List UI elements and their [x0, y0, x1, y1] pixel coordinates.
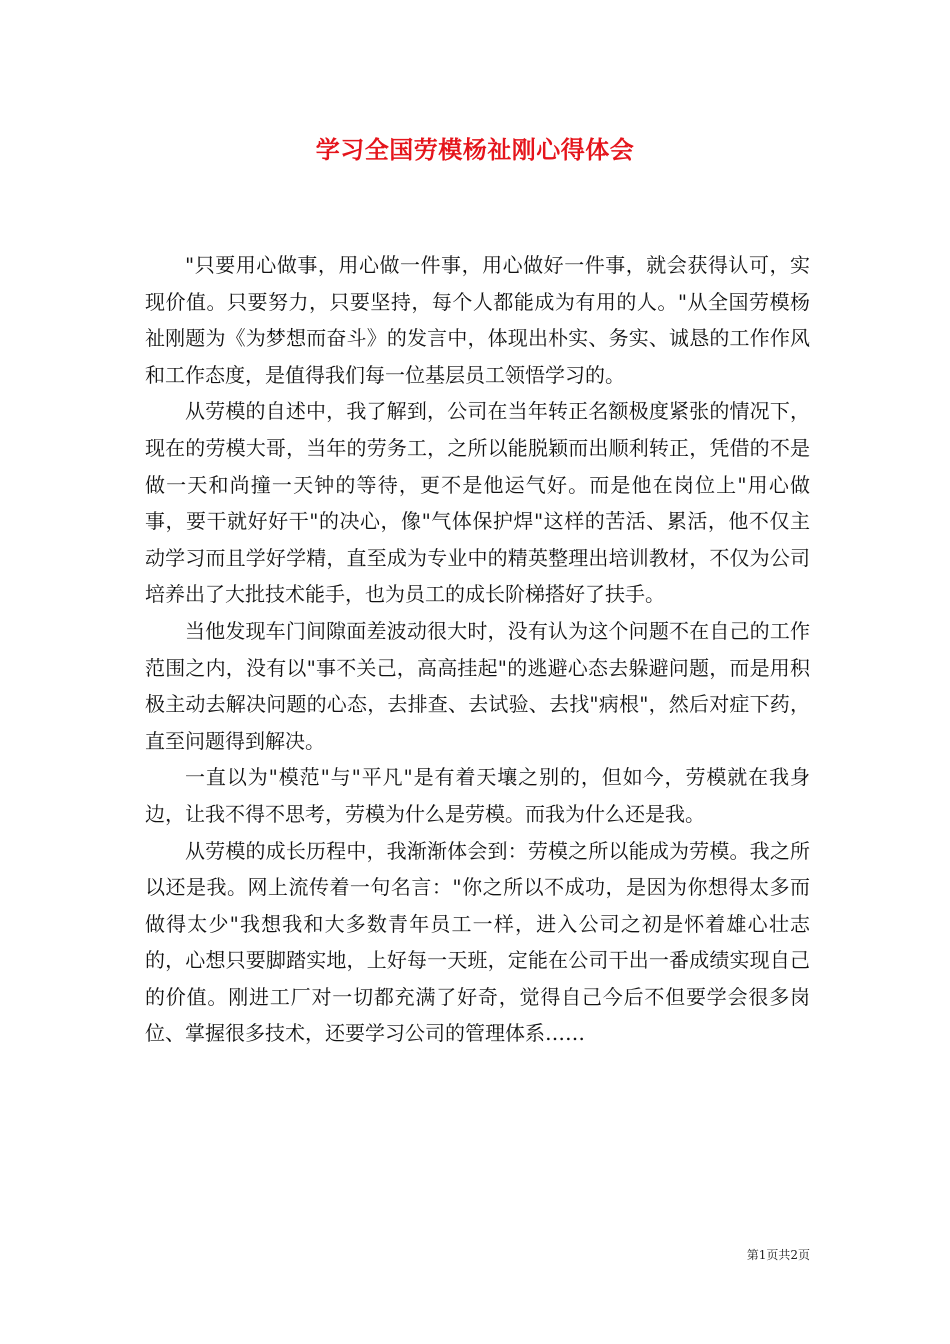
paragraph-2: 从劳模的自述中，我了解到，公司在当年转正名额极度紧张的情况下，现在的劳模大哥，当年的劳务工，之所以能脱颖而出顺利转正，凭借的不是做一天和尚撞一天钟的等待，更不是他运气好。而是他在岗位上"用心做事，要干就好好干"的决心，像"气体保护焊"这样的苦活、累活，他不仅主动学习而且学好学精，直至成为专业中的精英整理出培训教材，不仅为公司培养出了大批技术能手，也为员工的成长阶梯搭好了扶手。 — [145, 399, 810, 607]
document-body — [145, 247, 810, 1052]
paragraph-1: "只要用心做事，用心做一件事，用心做好一件事，就会获得认可，实现价值。只要努力，只要坚持，每个人都能成为有用的人。"从全国劳模杨祉刚题为《为梦想而奋斗》的发言中，体现出朴实、务实、诚恳的工作作风和工作态度，是值得我们每一位基层员工领悟学习的。 — [145, 253, 810, 387]
paragraph-4: 一直以为"模范"与"平凡"是有着天壤之别的，但如今，劳模就在我身边，让我不得不思考，劳模为什么是劳模。而我为什么还是我。 — [145, 765, 810, 826]
paragraph-5: 从劳模的成长历程中，我渐渐体会到：劳模之所以能成为劳模。我之所以还是我。网上流传着一句名言："你之所以不成功，是因为你想得太多而做得太少"我想我和大多数青年员工一样，进入公司之初是怀着雄心壮志的，心想只要脚踏实地，上好每一天班，定能在公司干出一番成绩实现自己的价值。刚进工厂对一切都充满了好奇，觉得自己今后不但要学会很多岗位、掌握很多技术，还要学习公司的管理体系…… — [145, 838, 810, 1046]
document-title: 学习全国劳模杨祉刚心得体会 — [315, 135, 635, 164]
page-number: 第1页共2页 — [746, 1248, 810, 1262]
paragraph-3: 当他发现车门间隙面差波动很大时，没有认为这个问题不在自己的工作范围之内，没有以"事不关己，高高挂起"的逃避心态去躲避问题，而是用积极主动去解决问题的心态，去排查、去试验、去找"病根"，然后对症下药，直至问题得到解决。 — [145, 618, 810, 753]
